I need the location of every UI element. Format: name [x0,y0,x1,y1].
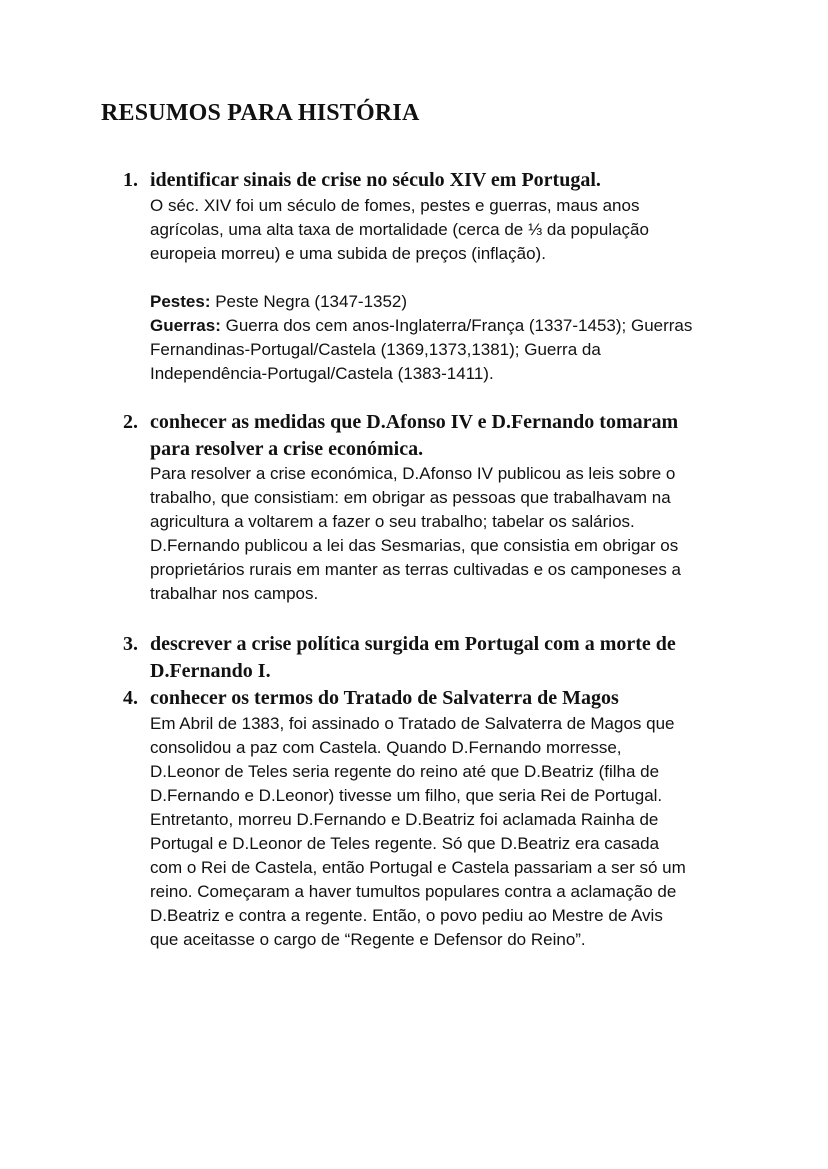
section-heading: descrever a crise política surgida em Portugal com a morte de [150,633,676,655]
section-body-line: D.Fernando e D.Leonor) tivesse um filho, que seria Rei de Portugal. [150,786,663,805]
section-body-line: com o Rei de Castela, então Portugal e Castela passariam a ser só um [150,858,686,877]
section-body-line: Fernandinas-Portugal/Castela (1369,1373,1381); Guerra da [150,340,601,359]
section-heading: D.Fernando I. [150,660,271,682]
section-heading: para resolver a crise económica. [150,438,424,460]
section-body-line: agrícolas, uma alta taxa de mortalidade (cerca de ⅓ da população [150,220,649,239]
section-number: 1. [123,169,138,191]
section-body-line: consolidou a paz com Castela. Quando D.Fernando morresse, [150,738,622,757]
section-body-line: D.Leonor de Teles seria regente do reino até que D.Beatriz (filha de [150,762,660,781]
section-body-line: O séc. XIV foi um século de fomes, pestes e guerras, maus anos [150,196,640,215]
section-body-line: europeia morreu) e uma subida de preços (inflação). [150,244,546,263]
section-body-line: reino. Começaram a haver tumultos populares contra a aclamação de [150,882,677,901]
pestes-line [150,290,407,314]
section-body-line: D.Fernando publicou a lei das Sesmarias, que consistia em obrigar os [150,536,679,555]
section-heading: conhecer os termos do Tratado de Salvaterra de Magos [150,687,619,709]
section-body-line: Para resolver a crise económica, D.Afonso IV publicou as leis sobre o [150,464,676,483]
section-number: 2. [123,411,138,433]
section-heading: identificar sinais de crise no século XIV em Portugal. [150,169,601,191]
section-number: 4. [123,687,138,709]
guerras-text: Guerra dos cem anos-Inglaterra/França (1337-1453); Guerras [220,316,693,335]
section-body-line: que aceitasse o cargo de “Regente e Defensor do Reino”. [150,930,586,949]
section-body-line: proprietários rurais em manter as terras cultivadas e os camponeses a [150,560,682,579]
section-body-line: Independência-Portugal/Castela (1383-1411). [150,364,494,383]
section-body-line: trabalhar nos campos. [150,584,319,603]
guerras-line [150,314,692,338]
pestes-label: Pestes: [150,292,211,311]
section-body-line: trabalho, que consistiam: em obrigar as pessoas que trabalhavam na [150,488,671,507]
section-heading: conhecer as medidas que D.Afonso IV e D.Fernando tomaram [150,411,679,433]
section-number: 3. [123,633,138,655]
guerras-label: Guerras: [150,316,221,335]
pestes-text: Peste Negra (1347-1352) [210,292,408,311]
section-body-line: agricultura a voltarem a fazer o seu trabalho; tabelar os salários. [150,512,635,531]
section-body-line: Entretanto, morreu D.Fernando e D.Beatriz foi aclamada Rainha de [150,810,659,829]
document-title: RESUMOS PARA HISTÓRIA [101,100,420,126]
section-body-line: Em Abril de 1383, foi assinado o Tratado de Salvaterra de Magos que [150,714,675,733]
section-body-line: Portugal e D.Leonor de Teles regente. Só que D.Beatriz era casada [150,834,660,853]
section-body-line: D.Beatriz e contra a regente. Então, o povo pediu ao Mestre de Avis [150,906,663,925]
